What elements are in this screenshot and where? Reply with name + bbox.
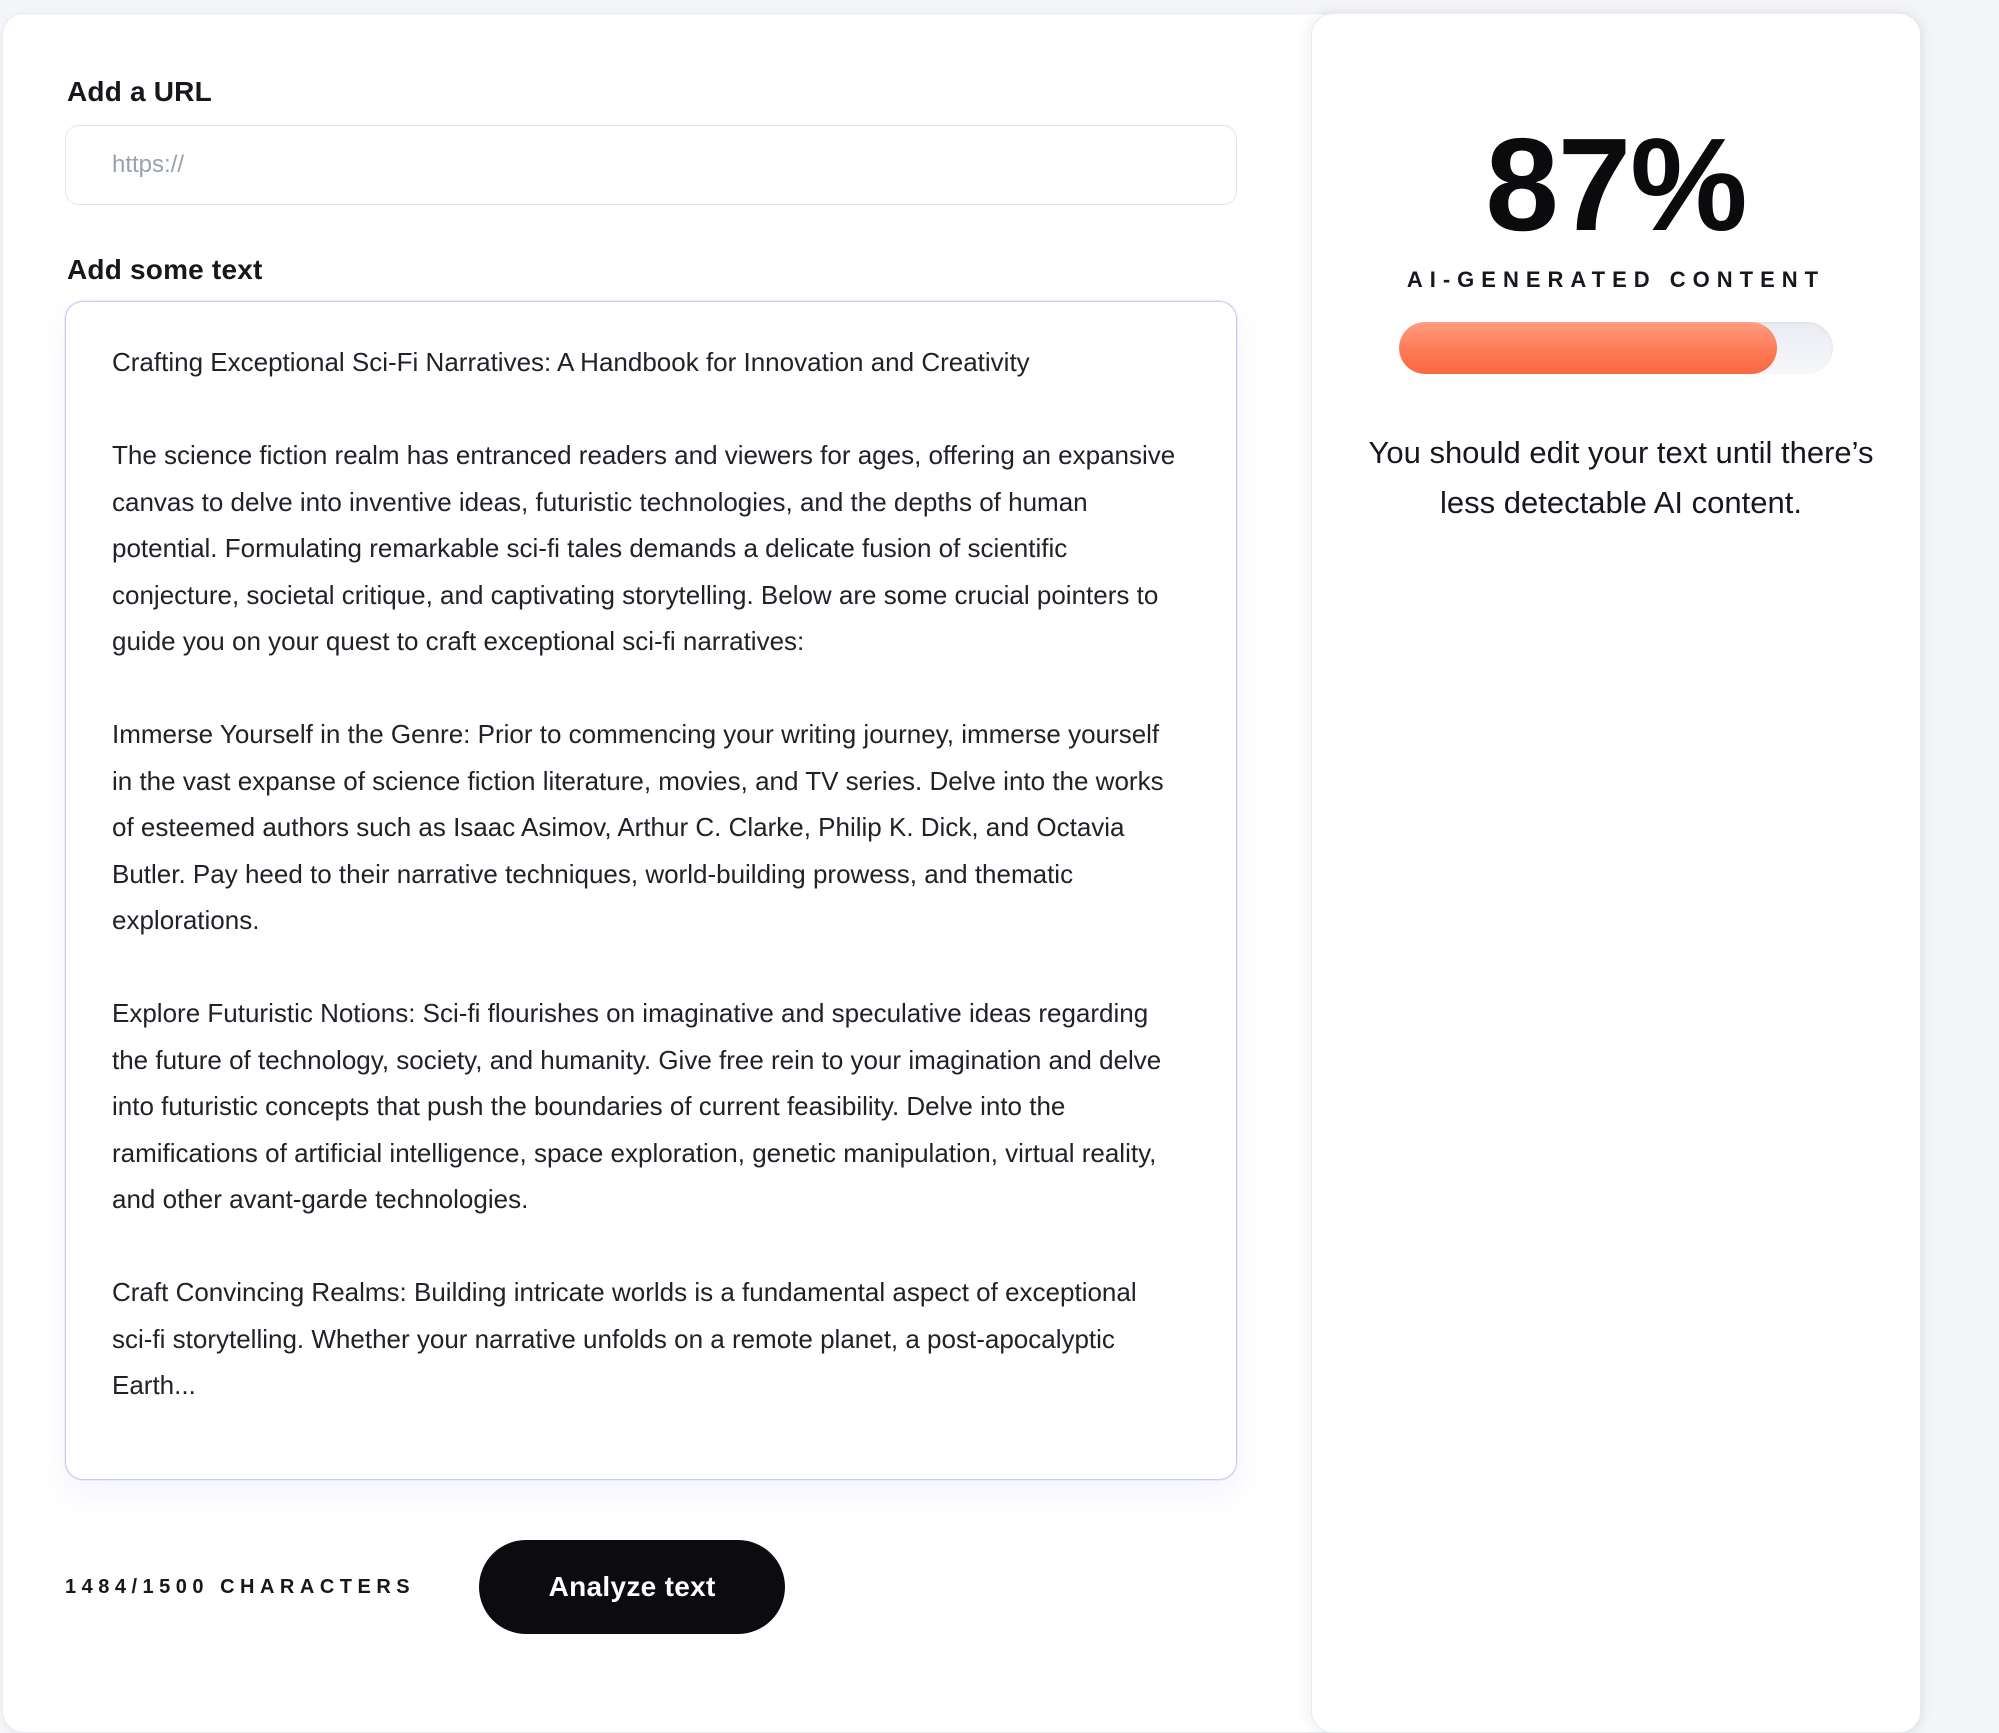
detector-form [3, 14, 1311, 1732]
main-card [2, 13, 1921, 1733]
ai-score-percent: 87% [1485, 111, 1747, 258]
url-label: Add a URL [67, 76, 212, 107]
url-input[interactable] [65, 125, 1237, 205]
text-label: Add some text [67, 254, 263, 285]
ai-score-label: AI-GENERATED CONTENT [1406, 267, 1826, 292]
ai-score-progress-fill [1399, 322, 1777, 374]
advice-text: You should edit your text until there’s less detectable AI content. [1368, 435, 1874, 520]
text-input[interactable] [65, 301, 1237, 1480]
ai-score-progress-track [1399, 322, 1833, 374]
form-footer [65, 1540, 1237, 1634]
analyze-text-button[interactable]: Analyze text [479, 1540, 785, 1634]
results-panel [1311, 13, 1921, 1733]
character-counter: 1484/1500 CHARACTERS [65, 1575, 416, 1598]
